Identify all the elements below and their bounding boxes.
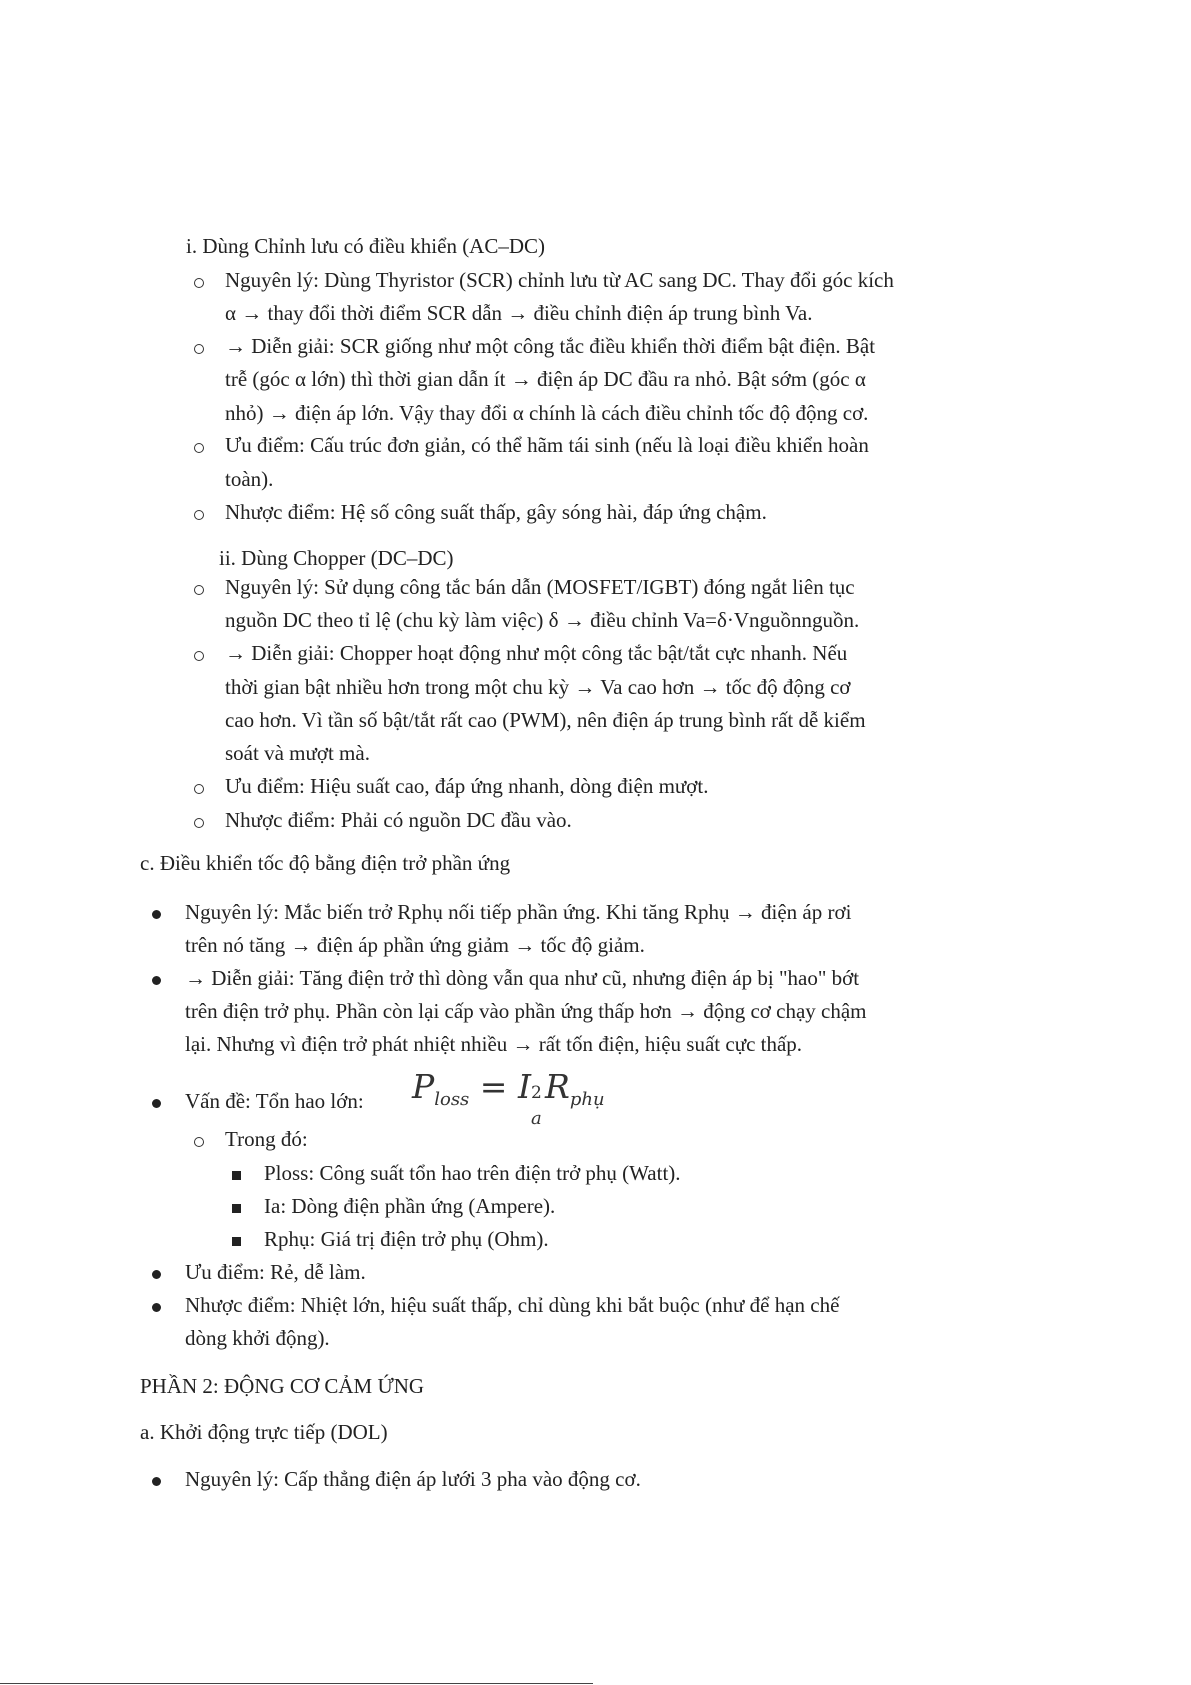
definition-item: Ploss: Công suất tổn hao trên điện trở phụ (Watt). [264, 1161, 681, 1185]
formula-symbol: R [545, 1067, 570, 1106]
section-heading: i. Dùng Chỉnh lưu có điều khiển (AC–DC) [186, 234, 546, 258]
circle-bullet-icon [194, 278, 204, 288]
list-item-cont: trễ (góc α lớn) thì thời gian dẫn ít → điện áp DC đầu ra nhỏ. Bật sớm (góc α [225, 367, 866, 391]
circle-bullet-icon [194, 510, 204, 520]
list-item: Nguyên lý: Mắc biến trở Rphụ nối tiếp phần ứng. Khi tăng Rphụ → điện áp rơi [185, 900, 852, 924]
circle-bullet-icon [194, 585, 204, 595]
list-item: Ưu điểm: Hiệu suất cao, đáp ứng nhanh, dòng điện mượt. [225, 774, 709, 798]
formula-operator: = [479, 1067, 508, 1106]
list-item: Nhược điểm: Phải có nguồn DC đầu vào. [225, 808, 572, 832]
circle-bullet-icon [194, 651, 204, 661]
formula-subscript: a [531, 1108, 542, 1129]
square-bullet-icon [232, 1204, 241, 1213]
square-bullet-icon [232, 1237, 241, 1246]
circle-bullet-icon [194, 1137, 204, 1147]
definition-item: Rphụ: Giá trị điện trở phụ (Ohm). [264, 1227, 549, 1251]
circle-bullet-icon [194, 443, 204, 453]
disc-bullet-icon [152, 1303, 161, 1312]
list-item: Nhược điểm: Nhiệt lớn, hiệu suất thấp, chỉ dùng khi bắt buộc (như để hạn chế [185, 1293, 840, 1317]
definition-item: Ia: Dòng điện phần ứng (Ampere). [264, 1194, 556, 1218]
formula-symbol: P [412, 1067, 435, 1106]
disc-bullet-icon [152, 976, 161, 985]
formula-subscript: loss [434, 1089, 470, 1110]
list-item-cont: nguồn DC theo tỉ lệ (chu kỳ làm việc) δ → điều chỉnh Va=δ·Vnguồnnguồn. [225, 608, 860, 632]
square-bullet-icon [232, 1171, 241, 1180]
list-item-cont: cao hơn. Vì tần số bật/tắt rất cao (PWM), nên điện áp trung bình rất dễ kiểm [225, 708, 866, 732]
formula-subscript: phụ [569, 1089, 605, 1110]
list-item: Nguyên lý: Sử dụng công tắc bán dẫn (MOSFET/IGBT) đóng ngắt liên tục [225, 575, 855, 599]
section-heading: ii. Dùng Chopper (DC–DC) [219, 546, 454, 570]
disc-bullet-icon [152, 1270, 161, 1279]
list-item: Ưu điểm: Cấu trúc đơn giản, có thể hãm tái sinh (nếu là loại điều khiển hoàn [225, 433, 869, 457]
list-item-cont: soát và mượt mà. [225, 741, 370, 765]
footer-divider [0, 1683, 593, 1684]
list-item-cont: toàn). [225, 467, 274, 491]
list-item: → Diễn giải: Tăng điện trở thì dòng vẫn qua như cũ, nhưng điện áp bị "hao" bớt [185, 966, 860, 990]
power-loss-formula [412, 1067, 605, 1129]
disc-bullet-icon [152, 910, 161, 919]
list-item-cont: dòng khởi động). [185, 1326, 330, 1350]
circle-bullet-icon [194, 818, 204, 828]
disc-bullet-icon [152, 1477, 161, 1486]
list-item: → Diễn giải: Chopper hoạt động như một công tắc bật/tắt cực nhanh. Nếu [225, 641, 848, 665]
list-item: Trong đó: [225, 1127, 308, 1151]
section-heading: c. Điều khiển tốc độ bằng điện trở phần ứng [140, 851, 511, 875]
list-item: → Diễn giải: SCR giống như một công tắc điều khiển thời điểm bật điện. Bật [225, 334, 876, 358]
list-item: Vấn đề: Tổn hao lớn: [185, 1089, 364, 1113]
part-heading: PHẦN 2: ĐỘNG CƠ CẢM ỨNG [140, 1374, 425, 1398]
list-item-cont: thời gian bật nhiều hơn trong một chu kỳ → Va cao hơn → tốc độ động cơ [225, 675, 851, 699]
list-item-cont: nhỏ) → điện áp lớn. Vậy thay đổi α chính là cách điều chỉnh tốc độ động cơ. [225, 401, 869, 425]
list-item-cont: trên nó tăng → điện áp phần ứng giảm → tốc độ giảm. [185, 933, 645, 957]
circle-bullet-icon [194, 784, 204, 794]
list-item-cont: lại. Nhưng vì điện trở phát nhiệt nhiều → rất tốn điện, hiệu suất cực thấp. [185, 1032, 803, 1056]
list-item: Nhược điểm: Hệ số công suất thấp, gây sóng hài, đáp ứng chậm. [225, 500, 767, 524]
circle-bullet-icon [194, 344, 204, 354]
list-item: Nguyên lý: Dùng Thyristor (SCR) chỉnh lưu từ AC sang DC. Thay đổi góc kích [225, 268, 894, 292]
list-item-cont: α → thay đổi thời điểm SCR dẫn → điều chỉnh điện áp trung bình Va. [225, 301, 813, 325]
list-item: Ưu điểm: Rẻ, dễ làm. [185, 1260, 366, 1284]
disc-bullet-icon [152, 1099, 161, 1108]
formula-superscript: 2 [531, 1083, 542, 1103]
formula-symbol: I [517, 1067, 531, 1106]
subsection-heading: a. Khởi động trực tiếp (DOL) [140, 1420, 388, 1444]
list-item: Nguyên lý: Cấp thẳng điện áp lưới 3 pha vào động cơ. [185, 1467, 641, 1491]
list-item-cont: trên điện trở phụ. Phần còn lại cấp vào phần ứng thấp hơn → động cơ chạy chậm [185, 999, 867, 1023]
